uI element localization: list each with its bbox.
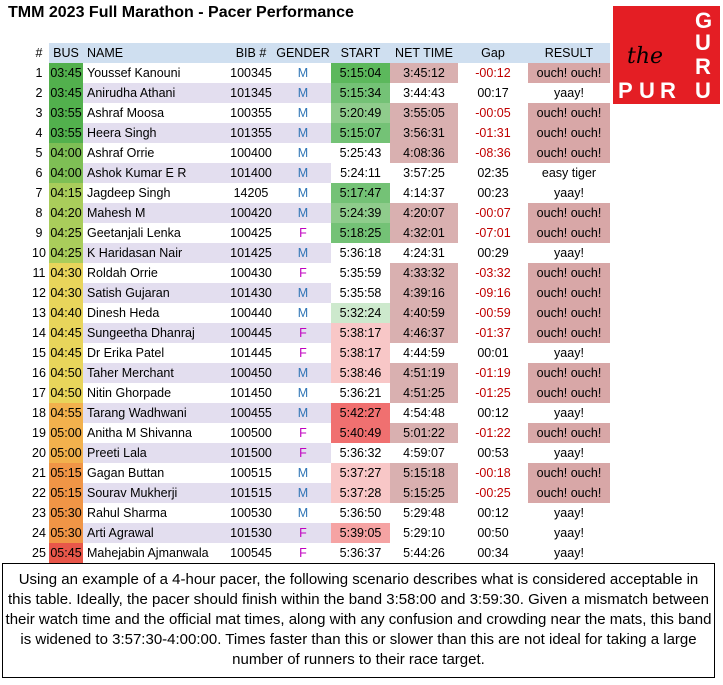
gap-cell: -00:12: [475, 66, 511, 80]
result-cell: yaay!: [554, 446, 584, 460]
row-number: 9: [35, 226, 43, 240]
result-cell: ouch! ouch!: [528, 223, 610, 243]
net-time: 3:56:31: [390, 123, 458, 143]
header-row: [29, 43, 610, 63]
bus-cell: 05:15: [49, 483, 83, 503]
net-time: 5:15:18: [390, 463, 458, 483]
gender-cell: F: [275, 443, 331, 463]
gender-cell: M: [275, 283, 331, 303]
net-time: 5:01:22: [390, 423, 458, 443]
gap-cell: -09:16: [475, 286, 511, 300]
row-number: 12: [32, 286, 46, 300]
gap-cell: 00:12: [477, 506, 509, 520]
net-time: 4:20:07: [390, 203, 458, 223]
gap-cell: -01:22: [475, 426, 511, 440]
row-number: 11: [32, 266, 46, 280]
table-row: [29, 183, 610, 203]
bus-cell: 04:25: [49, 243, 83, 263]
start-time: 5:20:49: [331, 103, 390, 123]
gap-cell: -07:01: [475, 226, 511, 240]
result-cell: ouch! ouch!: [528, 463, 610, 483]
bib-number: 100455: [227, 403, 275, 423]
runner-name: Anitha M Shivanna: [87, 426, 192, 440]
result-cell: ouch! ouch!: [528, 303, 610, 323]
start-time: 5:24:11: [340, 166, 381, 180]
gap-cell: 00:17: [477, 86, 509, 100]
result-cell: yaay!: [554, 246, 584, 260]
runner-name: Roldah Orrie: [87, 266, 158, 280]
table-row: [29, 483, 610, 503]
row-number: 5: [35, 146, 43, 160]
runner-name: Tarang Wadhwani: [83, 403, 227, 423]
start-time: 5:35:58: [339, 286, 382, 300]
result-cell: ouch! ouch!: [528, 203, 610, 223]
row-number: 23: [32, 506, 46, 520]
net-time: 5:15:25: [390, 483, 458, 503]
start-time: 5:17:47: [331, 183, 390, 203]
table-row: [29, 203, 610, 223]
row-number: 24: [32, 526, 46, 540]
row-number: 19: [32, 426, 46, 440]
row-number: 13: [32, 306, 46, 320]
net-time: 4:39:16: [390, 283, 458, 303]
row-number: 25: [32, 546, 46, 560]
start-time: 5:40:49: [331, 423, 390, 443]
row-number: 8: [35, 206, 43, 220]
bib-number: 101425: [227, 243, 275, 263]
bib-number: 100425: [230, 226, 272, 240]
bib-number: 101530: [227, 523, 275, 543]
net-time: 3:44:43: [403, 86, 445, 100]
start-time: 5:36:18: [339, 246, 382, 260]
net-time: 4:32:01: [390, 223, 458, 243]
gap-cell: 00:34: [477, 546, 509, 560]
header-name: NAME: [83, 43, 227, 63]
bus-cell: 03:45: [49, 63, 83, 83]
net-time: 4:44:59: [403, 346, 445, 360]
table-row: [29, 143, 610, 163]
start-time: 5:37:28: [331, 483, 390, 503]
logo-letter: R: [695, 54, 711, 79]
header-net-time: NET TIME: [390, 43, 458, 63]
gender-cell: F: [299, 546, 307, 560]
gender-cell: M: [297, 186, 309, 200]
header-gap: Gap: [458, 43, 528, 63]
logo-the: the: [627, 44, 664, 69]
row-number: 14: [32, 326, 46, 340]
bus-cell: 04:55: [49, 403, 83, 423]
gender-cell: M: [275, 483, 331, 503]
the-guru-puru-logo: [613, 6, 720, 104]
net-time: 4:33:32: [390, 263, 458, 283]
gender-cell: F: [299, 266, 307, 280]
result-cell: ouch! ouch!: [528, 63, 610, 83]
pacer-table: [29, 43, 610, 563]
net-time: 4:46:37: [390, 323, 458, 343]
runner-name: Mahejabin Ajmanwala: [87, 546, 209, 560]
gap-cell: 00:01: [477, 346, 509, 360]
bib-number: 14205: [233, 186, 269, 200]
table-row: [29, 363, 610, 383]
logo-letter: U: [639, 78, 655, 103]
bus-cell: 04:30: [49, 283, 83, 303]
bus-cell: 05:30: [49, 503, 83, 523]
row-number: 3: [35, 106, 43, 120]
bus-cell: 04:25: [49, 223, 83, 243]
table-row: [29, 303, 610, 323]
result-cell: ouch! ouch!: [528, 363, 610, 383]
bus-cell: 03:45: [49, 83, 83, 103]
bus-cell: 03:55: [49, 103, 83, 123]
table-row: [29, 83, 610, 103]
bib-number: 101345: [227, 83, 275, 103]
bib-number: 100545: [230, 546, 272, 560]
result-cell: ouch! ouch!: [528, 423, 610, 443]
gap-cell: -01:37: [475, 326, 511, 340]
start-time: 5:35:59: [339, 266, 382, 280]
start-time: 5:36:37: [339, 546, 382, 560]
row-number: 6: [35, 166, 43, 180]
gender-cell: F: [299, 426, 307, 440]
gender-cell: F: [275, 323, 331, 343]
result-cell: easy tiger: [541, 166, 597, 180]
result-cell: ouch! ouch!: [528, 103, 610, 123]
bib-number: 100450: [227, 363, 275, 383]
start-time: 5:24:39: [331, 203, 390, 223]
net-time: 4:40:59: [390, 303, 458, 323]
result-cell: yaay!: [554, 526, 584, 540]
gender-cell: F: [299, 346, 307, 360]
result-cell: ouch! ouch!: [528, 283, 610, 303]
header-gender: GENDER: [275, 43, 331, 63]
net-time: 4:24:31: [403, 246, 445, 260]
runner-name: Rahul Sharma: [87, 506, 167, 520]
runner-name: K Haridasan Nair: [83, 243, 227, 263]
gender-cell: M: [275, 83, 331, 103]
start-time: 5:37:27: [331, 463, 390, 483]
net-time: 3:45:12: [390, 63, 458, 83]
gender-cell: M: [275, 403, 331, 423]
bib-number: 100430: [230, 266, 272, 280]
gender-cell: M: [275, 203, 331, 223]
table-row: [29, 63, 610, 83]
table-row: [29, 503, 610, 523]
bib-number: 100515: [230, 466, 272, 480]
header-bus: BUS: [49, 43, 83, 63]
bib-number: 100355: [230, 106, 272, 120]
bib-number: 100400: [230, 146, 272, 160]
table-row: [29, 543, 610, 563]
header-result: RESULT: [528, 43, 610, 63]
logo-letter: U: [695, 78, 711, 103]
bib-number: 101400: [227, 163, 275, 183]
page-title: TMM 2023 Full Marathon - Pacer Performance: [8, 4, 354, 21]
net-time: 4:08:36: [390, 143, 458, 163]
start-time: 5:15:04: [331, 63, 390, 83]
runner-name: Anirudha Athani: [83, 83, 227, 103]
runner-name: Satish Gujaran: [83, 283, 227, 303]
header-number: #: [35, 46, 43, 60]
gender-cell: M: [297, 466, 309, 480]
bib-number: 100345: [230, 66, 272, 80]
runner-name: Youssef Kanouni: [87, 66, 181, 80]
result-cell: ouch! ouch!: [528, 143, 610, 163]
gap-cell: 00:23: [477, 186, 509, 200]
net-time: 4:59:07: [403, 446, 445, 460]
gap-cell: -00:18: [475, 466, 511, 480]
gap-cell: -00:25: [475, 486, 511, 500]
start-time: 5:36:21: [339, 386, 382, 400]
row-number: 7: [35, 186, 43, 200]
bib-number: 100500: [230, 426, 272, 440]
runner-name: Geetanjali Lenka: [87, 226, 181, 240]
bib-number: 100530: [230, 506, 272, 520]
net-time: 4:54:48: [403, 406, 445, 420]
start-time: 5:38:46: [331, 363, 390, 383]
bus-cell: 05:45: [49, 543, 83, 563]
header-start: START: [331, 43, 390, 63]
start-time: 5:15:07: [331, 123, 390, 143]
bus-cell: 04:30: [49, 263, 83, 283]
bib-number: 101500: [227, 443, 275, 463]
result-cell: ouch! ouch!: [528, 383, 610, 403]
row-number: 4: [35, 126, 43, 140]
row-number: 16: [32, 366, 46, 380]
bib-number: 100440: [230, 306, 272, 320]
table-row: [29, 403, 610, 423]
table-row: [29, 123, 610, 143]
gap-cell: -00:05: [475, 106, 511, 120]
gap-cell: -01:19: [475, 366, 511, 380]
gap-cell: -08:36: [475, 146, 511, 160]
result-cell: ouch! ouch!: [528, 323, 610, 343]
start-time: 5:32:24: [331, 303, 390, 323]
result-cell: yaay!: [554, 506, 584, 520]
result-cell: yaay!: [554, 406, 584, 420]
runner-name: Dinesh Heda: [87, 306, 160, 320]
gap-cell: 00:12: [477, 406, 509, 420]
bib-number: 101450: [230, 386, 272, 400]
runner-name: Mahesh M: [83, 203, 227, 223]
runner-name: Sourav Mukherji: [83, 483, 227, 503]
row-number: 2: [35, 86, 43, 100]
table-row: [29, 103, 610, 123]
table-row: [29, 343, 610, 363]
gender-cell: M: [275, 123, 331, 143]
bib-number: 101515: [227, 483, 275, 503]
bus-cell: 04:50: [49, 363, 83, 383]
start-time: 5:25:43: [339, 146, 382, 160]
explanation-note: Using an example of a 4-hour pacer, the following scenario describes what is considered acceptable in this table. Ideally, the pacer should finish within the band 3:58:00 and 3:59:30. Given a mismatch between their watch time and the official mat times, along with any confusion and crowding near the mats, this band is widened to 3:57:30-4:00:00. Times faster than this or slower than this are not ideal for taking a large number of runners to their race target.: [2, 563, 715, 678]
gender-cell: M: [297, 106, 309, 120]
bus-cell: 04:15: [49, 183, 83, 203]
bus-cell: 04:00: [49, 143, 83, 163]
net-time: 5:29:10: [403, 526, 445, 540]
table-row: [29, 223, 610, 243]
runner-name: Heera Singh: [83, 123, 227, 143]
runner-name: Sungeetha Dhanraj: [83, 323, 227, 343]
row-number: 22: [32, 486, 46, 500]
gender-cell: F: [299, 226, 307, 240]
table-row: [29, 283, 610, 303]
bus-cell: 04:45: [49, 323, 83, 343]
runner-name: Arti Agrawal: [83, 523, 227, 543]
result-cell: ouch! ouch!: [528, 263, 610, 283]
net-time: 4:51:25: [390, 383, 458, 403]
row-number: 15: [32, 346, 46, 360]
bib-number: 101355: [227, 123, 275, 143]
gender-cell: M: [297, 506, 309, 520]
gender-cell: M: [275, 163, 331, 183]
runner-name: Dr Erika Patel: [87, 346, 165, 360]
result-cell: yaay!: [554, 86, 584, 100]
runner-name: Nitin Ghorpade: [87, 386, 172, 400]
table-row: [29, 463, 610, 483]
table-row: [29, 443, 610, 463]
gender-cell: M: [275, 363, 331, 383]
net-time: 4:14:37: [403, 186, 445, 200]
runner-name: Ashok Kumar E R: [83, 163, 227, 183]
start-time: 5:38:17: [331, 323, 390, 343]
logo-letter: P: [618, 78, 633, 103]
runner-name: Taher Merchant: [83, 363, 227, 383]
bus-cell: 04:50: [49, 383, 83, 403]
gap-cell: -01:25: [475, 386, 511, 400]
row-number: 17: [32, 386, 46, 400]
row-number: 21: [32, 466, 46, 480]
start-time: 5:36:50: [339, 506, 382, 520]
gap-cell: -01:31: [475, 126, 511, 140]
gender-cell: M: [297, 386, 309, 400]
result-cell: yaay!: [554, 546, 584, 560]
gap-cell: 00:50: [477, 526, 509, 540]
gender-cell: M: [297, 306, 309, 320]
table-row: [29, 263, 610, 283]
result-cell: yaay!: [554, 346, 584, 360]
row-number: 18: [32, 406, 46, 420]
bib-number: 101445: [230, 346, 272, 360]
table-row: [29, 383, 610, 403]
start-time: 5:38:17: [331, 343, 390, 363]
header-bib: BIB #: [227, 43, 275, 63]
bus-cell: 05:00: [49, 443, 83, 463]
start-time: 5:18:25: [331, 223, 390, 243]
table-row: [29, 243, 610, 263]
runner-name: Preeti Lala: [83, 443, 227, 463]
logo-letter: G: [695, 8, 713, 33]
gap-cell: 00:53: [477, 446, 509, 460]
row-number: 10: [32, 246, 46, 260]
logo-letter: R: [660, 78, 676, 103]
result-cell: yaay!: [554, 186, 584, 200]
result-cell: ouch! ouch!: [528, 123, 610, 143]
start-time: 5:39:05: [331, 523, 390, 543]
table-row: [29, 323, 610, 343]
net-time: 3:57:25: [403, 166, 445, 180]
row-number: 1: [35, 66, 43, 80]
bus-cell: 03:55: [49, 123, 83, 143]
runner-name: Ashraf Moosa: [87, 106, 165, 120]
bib-number: 100445: [227, 323, 275, 343]
bus-cell: 05:00: [49, 423, 83, 443]
bus-cell: 04:40: [49, 303, 83, 323]
bib-number: 100420: [227, 203, 275, 223]
row-number: 20: [32, 446, 46, 460]
net-time: 4:51:19: [390, 363, 458, 383]
start-time: 5:42:27: [331, 403, 390, 423]
bus-cell: 04:20: [49, 203, 83, 223]
gap-cell: 02:35: [477, 166, 509, 180]
net-time: 5:44:26: [403, 546, 445, 560]
bus-cell: 04:45: [49, 343, 83, 363]
net-time: 5:29:48: [403, 506, 445, 520]
result-cell: ouch! ouch!: [528, 483, 610, 503]
bus-cell: 04:00: [49, 163, 83, 183]
gender-cell: M: [275, 243, 331, 263]
gender-cell: F: [275, 523, 331, 543]
runner-name: Gagan Buttan: [87, 466, 165, 480]
gap-cell: -00:07: [475, 206, 511, 220]
bus-cell: 05:15: [49, 463, 83, 483]
start-time: 5:15:34: [331, 83, 390, 103]
runner-name: Jagdeep Singh: [87, 186, 171, 200]
gap-cell: -00:59: [475, 306, 511, 320]
start-time: 5:36:32: [339, 446, 382, 460]
logo-letter: U: [695, 30, 711, 55]
bib-number: 101430: [227, 283, 275, 303]
table-row: [29, 163, 610, 183]
table-row: [29, 423, 610, 443]
table-row: [29, 523, 610, 543]
gap-cell: 00:29: [477, 246, 509, 260]
gender-cell: M: [297, 66, 309, 80]
net-time: 3:55:05: [390, 103, 458, 123]
bus-cell: 05:30: [49, 523, 83, 543]
runner-name: Ashraf Orrie: [87, 146, 155, 160]
gap-cell: -03:32: [475, 266, 511, 280]
gender-cell: M: [297, 146, 309, 160]
